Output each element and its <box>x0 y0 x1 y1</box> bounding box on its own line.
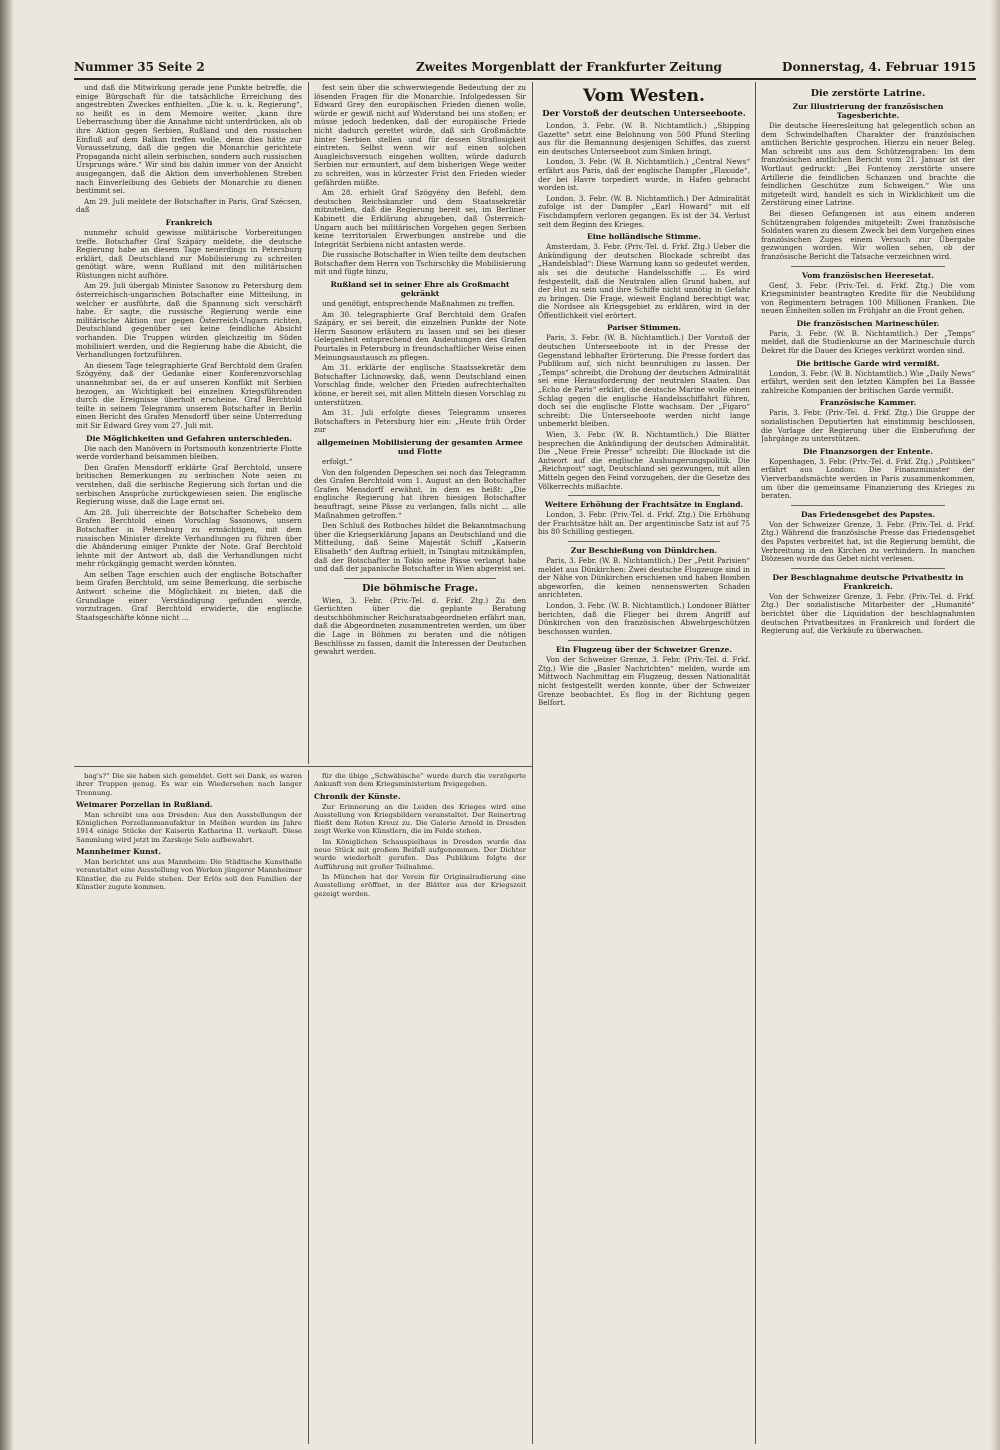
paragraph: Paris, 3. Febr. (Priv.-Tel. d. Frkf. Ztg.) Die Gruppe der sozialistischen Deputierten hat einstimmig beschlossen, die Vorlage der Regierung über die Einberufung der Jahrgänge zu unterstützen. <box>761 408 975 444</box>
column-rule <box>532 82 533 1444</box>
column-rule <box>308 82 309 764</box>
separator <box>568 640 720 641</box>
column-3 <box>538 84 750 1442</box>
paragraph: Am 28. Juli überreichte der Botschafter Schebeko dem Grafen Berchtold einen Vorschlag Sasonows, unsern Botschafter in Petersburg zu ermächtigen, mit dem russischen Minister direkte Verhandlungen zu führen über die Abänderung einiger Punkte der Note. Graf Berchtold lehnte mit der Antwort ab, daß die Verhandlungen nicht mehr rückgängig gemacht werden könnten. <box>76 507 302 569</box>
column-4 <box>761 84 975 1442</box>
paragraph: Von der Schweizer Grenze, 3. Febr. (Priv.-Tel. d. Frkf. Ztg.) Wie die „Basler Nachrichten“ melden, wurde am Mittwoch Nachmittag ein Flugzeug, dessen Nationalität nicht festgestellt werden konnte, über der Schweizer Grenze beobachtet. Es flog in der Richtung gegen Belfort. <box>538 655 750 708</box>
column-rule <box>308 770 309 1444</box>
section-heading: allgemeinen Mobilisierung der gesamten Armee und Flotte <box>317 437 523 456</box>
paragraph: Von den folgenden Depeschen sei noch das Telegramm des Grafen Berchtold vom 1. August an den Botschafter Grafen Mensdorff erwähnt, in dem es heißt: „Die englische Regierung hat ihren hiesigen Botschafter beauftragt, seine Pässe zu verlangen, falls nicht ... alle Maßnahmen getroffen.“ <box>314 467 526 520</box>
paragraph: Am 29. Juli übergab Minister Sasonow zu Petersburg dem österreichisch-ungarischen Botschafter eine Mitteilung, in welcher er ausführte, daß die Spannung sich verschärft habe. Er sagte, die russische Regierung werde eine militärische Aktion nur gegen Österreich-Ungarn richten, Deutschland gegenüber sei keine feindliche Absicht vorhanden. Die Truppen würden gleichzeitig im Süden mobilisiert werden, und die Regierung habe die Absicht, die Verhandlungen fortzuführen. <box>76 281 302 360</box>
paragraph: Wien, 3. Febr. (Priv.-Tel. d. Frkf. Ztg.) Zu den Gerüchten über die geplante Beratung deutschböhmischer Reichsratsabgeordneten erfährt man, daß die Abgeordneten zusammentreten werden, um über die Lage in Böhmen zu beraten und die nötigen Beschlüsse zu fassen, damit die Interessen der Deutschen gewahrt werden. <box>314 595 526 657</box>
paragraph: bag's?“ Die sie haben sich gemeldet. Gott sei Dank, es waren ihrer Truppen genug. Es war ein Wiedersehen nach langer Trennung. <box>76 772 302 797</box>
paragraph: Den Schluß des Rotbuches bildet die Bekanntmachung über die Kriegserklärung Japans an Deutschland und die Mitteilung, daß Seine Majestät Schiff „Kaiserin Elisabeth“ den Auftrag erhielt, in Tsingtau mitzukämpfen, daß der Botschafter in Tokio seine Pässe verlangt habe und daß der japanische Botschafter in Wien abgereist sei. <box>314 521 526 574</box>
section-heading: Mannheimer Kunst. <box>76 847 162 857</box>
section-heading: Rußland sei in seiner Ehre als Großmacht gekränkt <box>330 280 510 299</box>
article-heading: Die böhmische Frage. <box>362 582 478 594</box>
section-heading: Eine holländische Stimme. <box>587 232 701 242</box>
separator <box>344 578 496 579</box>
section-heading: Ein Flugzeug über der Schweizer Grenze. <box>556 645 732 655</box>
paragraph: Die deutsche Heeresleitung hat gelegentlich schon an dem Schwindelhaften Charakter der französischen amtlichen Berichte gesprochen. Hierzu ein neuer Beleg. Man schreibt uns aus dem Schützengraben: Im dem französischen amtlichen Bericht vom 21. Januar ist der Wortlaut gedruckt: „Bei Fontenoy zerstörte unsere Artillerie die feindlichen Schanzen und brachte die feindlichen Geschütze zum Schweigen.“ Wie uns mitgeteilt wird, handelt es sich in Wirklichkeit um die Zerstörung einer Latrine. <box>761 121 975 208</box>
section-heading: Französische Kammer. <box>819 398 917 408</box>
paragraph: und genötigt, entsprechende Maßnahmen zu treffen. <box>322 299 516 309</box>
paragraph: Am 31. Juli erfolgte dieses Telegramm unseres Botschafters in Petersburg hier ein: „Heute früh Order zur <box>314 408 526 435</box>
book-binding-shadow <box>0 0 14 1450</box>
paragraph: und daß die Mitwirkung gerade jene Punkte betreffe, die einige Bürgschaft für die tatsächliche Erreichung des angestrebten Zweckes enthielten. „Die k. u. k. Regierung“, so heißt es in dem Memoire weiter, „kann ihre Ueberraschung über die Annahme nicht unterdrücken, als ob ihre Aktion gegen Serbien, Rußland und den russischen Einfluß auf dem Balkan treffen wolle, denn dies hätte zur Voraussetzung, daß die gegen die Monarchie gerichtete Propaganda nicht allein serbischen, sondern auch russischen Ursprungs wäre.“ Wir sind bis dahin immer von der Ansicht ausgegangen, daß die Aktion dem unverhohlenen Streben nach Einverleibung des Gebiets der Monarchie zu dienen bestimmt sei. <box>76 84 302 196</box>
paragraph: Genf, 3. Febr. (Priv.-Tel. d. Frkf. Ztg.) Die vom Kriegsminister beantragten Kredite für die Neubildung von Regimentern betragen 100 Millionen Franken. Die neuen Einheiten sollen im Frühjahr an die Front gehen. <box>761 280 975 316</box>
feuilleton-rule <box>74 766 532 767</box>
section-heading: Das Friedensgebet des Papstes. <box>800 509 936 519</box>
section-heading: Chronik der Künste. <box>314 791 401 801</box>
paragraph: Am 30. telegraphierte Graf Berchtold dem Grafen Szápáry, er sei bereit, die einzelnen Punkte der Note Herrn Sasonow erläutern zu lassen und sei bei dieser Gelegenheit entsprechend den Andeutungen des Grafen Pourtalès in Petersburg in freundschaftlicher Weise einen Meinungsaustausch zu pflegen. <box>314 309 526 362</box>
paragraph: erfolgt.“ <box>322 456 353 466</box>
section-heading: Vom französischen Heeresetat. <box>802 270 934 280</box>
article-subtitle: Der Vorstoß der deutschen Unterseeboote. <box>542 109 746 119</box>
paragraph: Von der Schweizer Grenze, 3. Febr. (Priv.-Tel. d. Frkf. Ztg.) Während die französische Presse das Friedensgebet des Papstes verbreitet hat, ist die Regierung bemüht, die Verbreitung in den Kirchen zu verhindern. In manchen Diözesen wurde das Gebet nicht verlesen. <box>761 519 975 564</box>
feuilleton-left <box>76 772 302 1442</box>
section-heading: Zur Beschießung von Dünkirchen. <box>570 545 718 555</box>
paragraph: Zur Erinnerung an die Leiden des Krieges wird eine Ausstellung von Kriegsbildern veranstaltet. Der Reinertrag fließt dem Roten Kreuz zu. Die Galerie Arnold in Dresden zeigt Werke von Künstlern, die im Felde stehen. <box>314 802 526 836</box>
article-subheading: Zur Illustrierung der französischen Tagesberichte. <box>792 102 944 120</box>
separator <box>791 266 945 267</box>
column-1 <box>76 84 302 764</box>
separator <box>568 495 720 496</box>
section-heading: Der Beschlagnahme deutsche Privatbesitz in Frankreich. <box>772 572 964 591</box>
paragraph: Den Grafen Mensdorff erklärte Graf Berchtold, unsere britischen Bemerkungen zu serbischen Note seien zu verstehen, daß die serbische Regierung sich fortan und die serbischen Ansprüche zurückgewiesen seien. Die englische Regierung wisse, daß die Lage ernst sei. <box>76 462 302 507</box>
column-rule <box>755 82 756 1444</box>
paragraph: Bei diesen Gefangenen ist aus einem anderen Schützengraben folgendes mitgeteilt: Zwei französische Soldaten waren zu diesem Zweck bei dem Vorgehen eines französischen Zuges einem Versuch zur Übergabe gezwungen worden. Wir wollen sehen, ob der französische Bericht die Tatsache verzeichnen wird. <box>761 208 975 261</box>
paragraph: Kopenhagen, 3. Febr. (Priv.-Tel. d. Frkf. Ztg.) „Politiken“ erfährt aus London: Die Finanzminister der Vierverbandsmächte werden in Paris zusammenkommen, um über die gemeinsame Finanzierung des Krieges zu beraten. <box>761 456 975 501</box>
section-heading: Die Finanzsorgen der Entente. <box>802 446 934 456</box>
paragraph: fest sein über die schwerwiegende Bedeutung der zu lösenden Fragen für die Monarchie. Infolgedessen Sir Edward Grey den europäischen Frieden dienen wolle, würde er gewiß nicht auf Widerstand bei uns stoßen; er müsse jedoch bedenken, daß der europäische Friede nicht dadurch gerettet würde, daß sich Großmächte hinter Serbien stellen und für dessen Straflosigkeit eintreten. Selbst wenn wir auf einen solchen Ausgleichsversuch eingehen wollten, würde dadurch Serbien nur ermuntert, auf dem bisherigen Wege weiter zu schreiten, was in kürzester Frist den Frieden wieder gefährden müßte. <box>314 84 526 187</box>
paragraph: Paris, 3. Febr. (W. B. Nichtamtlich.) Der Vorstoß der deutschen Unterseeboote ist in der Presse der Gegenstand lebhafter Erörterung. Die Presse fordert das Publikum auf, sich nicht beunruhigen zu lassen. Der „Temps“ schreibt, die Drohung der deutschen Admiralität sei eine Herausforderung der neutralen Staaten. Das „Echo de Paris“ erklärt, die deutsche Marine wolle einen Schlag gegen die englische Handelsschiffahrt führen, doch sei die englische Flotte wachsam. Der „Figaro“ schreibt: Die Unterseeboote werden nicht lange unbemerkt bleiben. <box>538 333 750 429</box>
article-title: Vom Westen. <box>583 86 705 106</box>
paragraph: Die russische Botschafter in Wien teilte dem deutschen Botschafter dem Herrn von Tschirschky die Mobilisierung mit und fügte hinzu, <box>314 250 526 277</box>
section-heading: Weimarer Porzellan in Rußland. <box>76 799 213 809</box>
paragraph: Wien, 3. Febr. (W. B. Nichtamtlich.) Die Blätter besprechen die Ankündigung der deutschen Admiralität. Die „Neue Freie Presse“ schreibt: Die Blockade ist die Antwort auf die englische Aushungerungspolitik. Die „Reichspost“ sagt, Deutschland sei gezwungen, mit allen Mitteln gegen den Feind vorzugehen, der die Gesetze des Völkerrechts mißachte. <box>538 430 750 491</box>
paragraph: Am 29. Juli meldete der Botschafter in Paris, Graf Szécsen, daß <box>76 196 302 215</box>
paragraph: Paris, 3. Febr. (W. B. Nichtamtlich.) Der „Temps“ meldet, daß die Studienkurse an der Marineschule durch Dekret für die Dauer des Krieges verkürzt worden sind. <box>761 328 975 356</box>
paragraph: nunmehr schuld gewisse militärische Vorbereitungen treffe. Botschafter Graf Szápáry meldete, die deutsche Regierung habe an diesem Tage neuerdings in Petersburg erklärt, daß Deutschland zur Mobilisierung zu schreiten genötigt wäre, wenn Rußland mit den militärischen Rüstungen nicht aufhöre. <box>76 227 302 280</box>
section-heading: Die französischen Marineschüler. <box>796 318 940 328</box>
separator <box>791 568 945 569</box>
page-header <box>74 60 976 78</box>
section-heading: Die Möglichkeiten und Gefahren unterschieden. <box>86 433 292 443</box>
section-heading: Frankreich <box>165 217 213 227</box>
paragraph: London, 3. Febr. (W. B. Nichtamtlich.) Der Admiralität zufolge ist der Dampfer „Earl Howard“ mit elf Fischdampfern verloren gegangen. Es ist der 34. Verlust seit dem Beginn des Krieges. <box>538 193 750 229</box>
header-rule <box>74 78 976 80</box>
paragraph: London, 3. Febr. (W. B. Nichtamtlich.) Londoner Blätter berichten, daß die Flieger bei ihrem Angriff auf Dünkirchen von den französischen Abwehrgeschützen beschossen wurden. <box>538 600 750 636</box>
paragraph: An diesem Tage telegraphierte Graf Berchtold dem Grafen Szögyény, daß der Gedanke einer Konferenzvorschlag unannehmbar sei, da er auf unseren Konflikt mit Serbien bezogen, an Wichtigkeit bei einzelnen Kriegsführenden durch die Ereignisse überholt erscheine. Graf Berchtold teilte in seinem Telegramm unserem Botschafter in Berlin einen Bericht des Grafen Mensdorff über seine Unterredung mit Sir Edward Grey vom 27. Juli mit. <box>76 360 302 430</box>
paragraph: Von der Schweizer Grenze, 3. Febr. (Priv.-Tel. d. Frkf. Ztg.) Der sozialistische Mitarbeiter der „Humanité“ berichtet über die Liquidation der beschlagnahmten deutschen Privatbesitzes in Frankreich und fordert die Regierung auf, die Verkäufe zu überwachen. <box>761 591 975 636</box>
paragraph: Paris, 3. Febr. (W. B. Nichtamtlich.) Der „Petit Parisien“ meldet aus Dünkirchen: Zwei deutsche Flugzeuge sind in der Nähe von Dünkirchen erschienen und haben Bomben abgeworfen, die keinen nennenswerten Schaden anrichteten. <box>538 555 750 600</box>
newspaper-title: Zweites Morgenblatt der Frankfurter Zeitung <box>416 60 722 74</box>
paragraph: Am 28. erhielt Graf Szögyény den Befehl, dem deutschen Reichskanzler und dem Staatssekretär mitzuteilen, daß die Regierung bereit sei, im Berliner Kabinett die Erklärung abzugeben, daß Österreich-Ungarn auch bei militärischen Vorgehen gegen Serbien keine territorialen Erwerbungen anstrebe und die Integrität Serbiens nicht antasten werde. <box>314 188 526 249</box>
paragraph: Amsterdam, 3. Febr. (Priv.-Tel. d. Frkf. Ztg.) Ueber die Ankündigung der deutschen Blockade schreibt das „Handelsblad“: Diese Warnung kann so gedeutet werden, als sei die deutsche Handelsschiffe ... Es wird festgestellt, daß die Neutralen allen Grund haben, auf der Hut zu sein und ihre Schiffe nicht unnötig in Gefahr zu bringen. Die Frage, wieweit England berechtigt war, die Nordsee als Kriegsgebiet zu erklären, wird in der Öffentlichkeit viel erörtert. <box>538 242 750 320</box>
paragraph: London, 3. Febr. (Priv.-Tel. d. Frkf. Ztg.) Die Erhöhung der Frachtsätze hält an. Der argentinische Satz ist auf 75 bis 80 Schilling gestiegen. <box>538 510 750 537</box>
section-heading: Pariser Stimmen. <box>606 323 681 333</box>
paragraph: Am 31. erklärte der englische Staatssekretär dem Botschafter Lichnowsky, daß, wenn Deutschland einen Vorschlag finde, welcher den Frieden aufrechterhalten könne, er bereit sei, mit allen Mitteln diesen Vorschlag zu unterstützen. <box>314 363 526 407</box>
paragraph: London, 3. Febr. (W. B. Nichtamtlich.) „Central News“ erfährt aus Paris, daß der englische Dampfer „Flaxside“, der bei Havre torpediert wurde, in Hafen gebracht worden ist. <box>538 157 750 193</box>
paragraph: für die übige „Schwäbische“ wurde durch die verzögerte Ankunft von dem Kriegsministerium freigegeben. <box>314 772 526 789</box>
paragraph: Man schreibt uns aus Dresden: Aus den Ausstellungen der Königlichen Porzellanmanufaktur in Meißen wurden im Jahre 1914 einige Stücke der Kaiserin Katharina II. verkauft. Diese Sammlung wird jetzt im Zarskoje Selo aufbewahrt. <box>76 810 302 844</box>
paragraph: In München hat der Verein für Originalradierung eine Ausstellung eröffnet, in der Blätter aus der Kriegszeit gezeigt werden. <box>314 872 526 898</box>
page-edge <box>990 0 1000 1450</box>
column-2 <box>314 84 526 764</box>
paragraph: Am selben Tage erschien auch der englische Botschafter beim Grafen Berchtold, um seine Bemerkung, die serbische Antwort scheine die Möglichkeit zu bieten, daß die Grundlage einer Verständigung gefunden werde, vorzutragen. Graf Berchtold erwiderte, die englische Staatsgeschäfte könne nicht ... <box>76 569 302 622</box>
separator <box>791 505 945 506</box>
separator <box>568 541 720 542</box>
section-heading: Die britische Garde wird vermißt. <box>796 358 940 368</box>
section-heading: Weitere Erhöhung der Frachtsätze in England. <box>544 500 744 510</box>
paragraph: London, 3. Febr. (W. B. Nichtamtlich.) „Shipping Gazette“ setzt eine Belohnung von 500 Pfund Sterling aus für die Bemannung desjenigen Schiffes, das zuerst ein deutsches Unterseeboot zum Sinken bringt. <box>538 121 750 156</box>
paragraph: Im Königlichen Schauspielhaus in Dresden wurde das neue Stück mit großem Beifall aufgenommen. Der Dichter wurde wiederholt gerufen. Das Publikum folgte der Aufführung mit großer Teilnahme. <box>314 837 526 871</box>
page-number: Nummer 35 Seite 2 <box>74 60 205 74</box>
paragraph: London, 3. Febr. (W. B. Nichtamtlich.) Wie „Daily News“ erfährt, werden seit den letzten Kämpfen bei La Bassée zahlreiche Kompanien der britischen Garde vermißt. <box>761 368 975 395</box>
paragraph: Man berichtet uns aus Mannheim: Die Städtische Kunsthalle veranstaltet eine Ausstellung von Werken jüngerer Mannheimer Künstler, die zu Felde stehen. Der Erlös soll den Familien der Künstler zugute kommen. <box>76 858 302 891</box>
article-heading: Die zerstörte Latrine. <box>810 88 926 99</box>
feuilleton-middle <box>314 772 526 1442</box>
paragraph: Die nach den Manövern in Portsmouth konzentrierte Flotte werde vorderhand beisammen bleiben. <box>76 443 302 462</box>
issue-date: Donnerstag, 4. Februar 1915 <box>782 60 976 74</box>
